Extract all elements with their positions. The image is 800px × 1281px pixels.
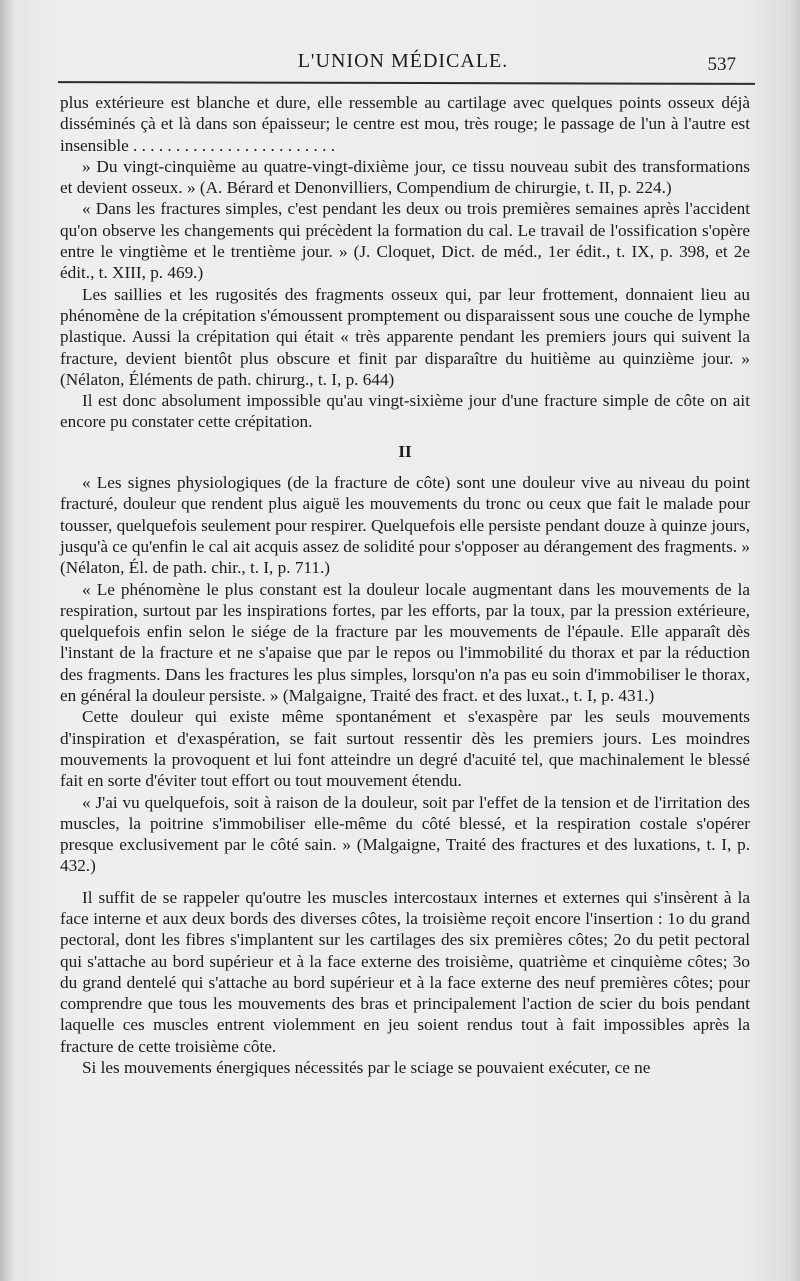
paragraph: « Le phénomène le plus constant est la douleur locale augmentant dans les mouvements de la respiration, surtout par les inspirations fortes, par les efforts, par la toux, par la pression extérieure, quelquefois enfin selon le siége de la fracture par les mouvements de l'épaule. Elle apparaît dès l'instant de la fracture et ne s'apaise que par le repos ou l'immobilité du thorax et par la réduction des fragments. Dans les fractures les plus simples, lorsqu'on n'a pas eu soin d'immobiliser le thorax, en général la douleur persiste. » (Malgaigne, Traité des fract. et des luxat., t. I, p. 431.) — [60, 579, 750, 706]
paragraph: « J'ai vu quelquefois, soit à raison de la douleur, soit par l'effet de la tension et de l'irritation des muscles, la poitrine s'immobiliser elle-même du côté blessé, et la respiration costale s'opérer presque exclusivement par le côté sain. » (Malgaigne, Traité des fractures et des luxations, t. I, p. 432.) — [60, 792, 750, 876]
paragraph: « Les signes physiologiques (de la fracture de côte) sont une douleur vive au niveau du point fracturé, douleur que rendent plus aiguë les mouvements du tronc ou ceux que fait le malade pour tousser, quelquefois seulement pour respirer. Quelquefois elle persiste pendant douze à quinze jours, jusqu'à ce qu'enfin le cal ait acquis assez de solidité pour s'opposer au dérangement des fragments. » (Nélaton, Él. de path. chir., t. I, p. 711.) — [60, 473, 750, 578]
section-heading: II — [398, 441, 412, 461]
running-title: L'UNION MÉDICALE. — [297, 50, 509, 72]
paragraph: Cette douleur qui existe même spontanément et s'exaspère par les seuls mouvements d'inspiration et d'exaspération, se fait surtout ressentir dès les premiers jours. Les moindres mouvements la provoquent et lui font atteindre un degré d'acuité tel, que machinalement le blessé fait en sorte d'éviter tout effort ou tout mouvement étendu. — [60, 707, 750, 791]
paragraph: Il est donc absolument impossible qu'au vingt-sixième jour d'une fracture simple de côte on ait encore pu constater cette crépitation. — [60, 391, 750, 432]
body-text — [60, 92, 750, 1078]
paragraph: » Du vingt-cinquième au quatre-vingt-dixième jour, ce tissu nouveau subit des transformations et devient osseux. » (A. Bérard et Denonvilliers, Compendium de chirurgie, t. II, p. 224.) — [60, 156, 750, 198]
page-number: 537 — [707, 54, 736, 75]
paragraph: « Dans les fractures simples, c'est pendant les deux ou trois premières semaines après l'accident qu'on observe les changements qui précèdent la formation du cal. Le travail de l'ossification s'opère entre le vingtième et le trentième jour. » (J. Cloquet, Dict. de méd., 1er édit., t. IX, p. 398, et 2e édit., t. XIII, p. 469.) — [60, 199, 750, 283]
paragraph: Si les mouvements énergiques nécessités par le sciage se pouvaient exécuter, ce ne — [82, 1058, 651, 1078]
header-rule — [58, 81, 755, 85]
paragraph: Il suffit de se rappeler qu'outre les muscles intercostaux internes et externes qui s'insèrent à la face interne et aux deux bords des diverses côtes, la troisième reçoit encore l'insertion : 1o du grand pectoral, dont les fibres s'implantent sur les cartilages des six premières côtes; 2o du petit pectoral qui s'attache au bord supérieur et à la face externe des troisième, quatrième et cinquième côtes; 3o du grand dentelé qui s'attache au bord supérieur et à la face externe des neuf premières côtes; pour comprendre que tous les mouvements des bras et principalement l'action de scier du bois pendant laquelle ces muscles entrent violemment en jeu soient rendus tout à fait impossibles après la fracture de cette troisième côte. — [60, 887, 750, 1056]
page-header — [58, 50, 748, 80]
paragraph: Les saillies et les rugosités des fragments osseux qui, par leur frottement, donnaient lieu au phénomène de la crépitation s'émoussent promptement ou disparaissent sous une couche de lymphe plastique. Aussi la crépitation qui était « très apparente pendant les premiers jours qui suivent la fracture, devient bientôt plus obscure et finit par disparaître du huitième au quinzième jour. » (Nélaton, Éléments de path. chirurg., t. I, p. 644) — [60, 284, 750, 389]
paragraph: plus extérieure est blanche et dure, elle ressemble au cartilage avec quelques points osseux déjà disséminés çà et là dans son épaisseur; le centre est mou, très rouge; le passage de l'un à l'autre est insensible . . . . . . . . . . . . . . . . . . . . . . . . — [60, 93, 750, 155]
